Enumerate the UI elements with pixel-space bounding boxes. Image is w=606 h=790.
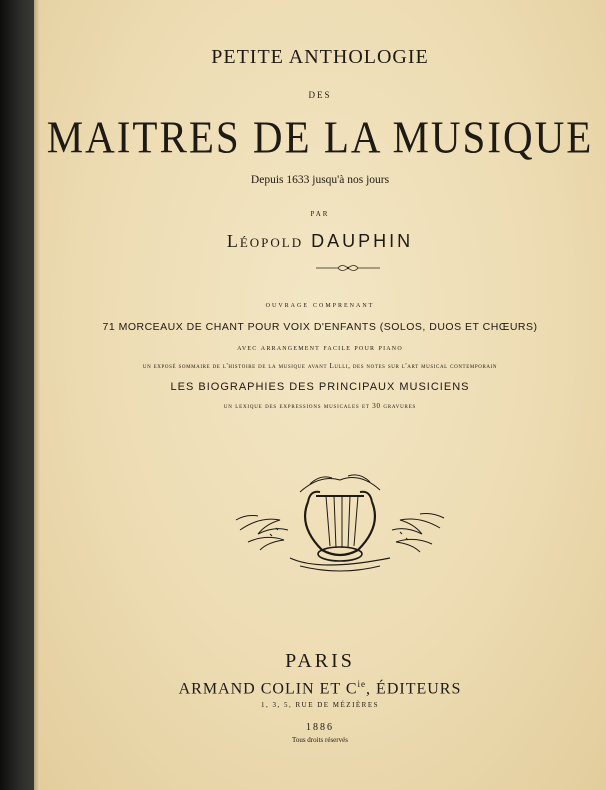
book-spine (0, 0, 34, 790)
imprint-year: 1886 (306, 722, 334, 733)
contents-biographies: LES BIOGRAPHIES DES PRINCIPAUX MUSICIENS (170, 381, 470, 393)
series-des: DES (308, 90, 332, 100)
publisher-suffix: , ÉDITEURS (366, 680, 462, 698)
imprint-address: 1, 3, 5, RUE DE MÉZIÈRES (260, 701, 380, 709)
contents-lexicon: un lexique des expressions musicales et 30 gravures (223, 402, 417, 410)
author-first-name: Léopold (226, 231, 304, 251)
par-label: PAR (310, 210, 330, 218)
main-title: MAITRES DE LA MUSIQUE (46, 111, 594, 163)
lyre-icon (230, 462, 450, 582)
series-title: PETITE ANTHOLOGIE (211, 46, 429, 68)
imprint-city: PARIS (285, 650, 355, 672)
publisher-superscript: ie (357, 679, 367, 689)
contents-intro: ouvrage comprenant (265, 300, 375, 309)
rights-notice: Tous droits réservés (292, 736, 348, 744)
contents-piano: avec arrangement facile pour piano (237, 342, 403, 352)
author-last-name: DAUPHIN (311, 231, 414, 251)
date-range: Depuis 1633 jusqu'à nos jours (250, 174, 390, 186)
contents-songs: 71 MORCEAUX DE CHANT POUR VOIX D'ENFANTS (SOLOS, DUOS ET CHŒURS) (102, 321, 538, 333)
imprint-publisher (34, 679, 606, 698)
publisher-name: ARMAND COLIN ET C (178, 680, 358, 698)
author-name (34, 231, 606, 252)
contents-history: un exposé sommaire de l'histoire de la musique avant Lulli, des notes sur l'art musical contemporain (142, 362, 498, 370)
title-page (34, 0, 606, 790)
rule-ornament-icon (316, 262, 380, 274)
